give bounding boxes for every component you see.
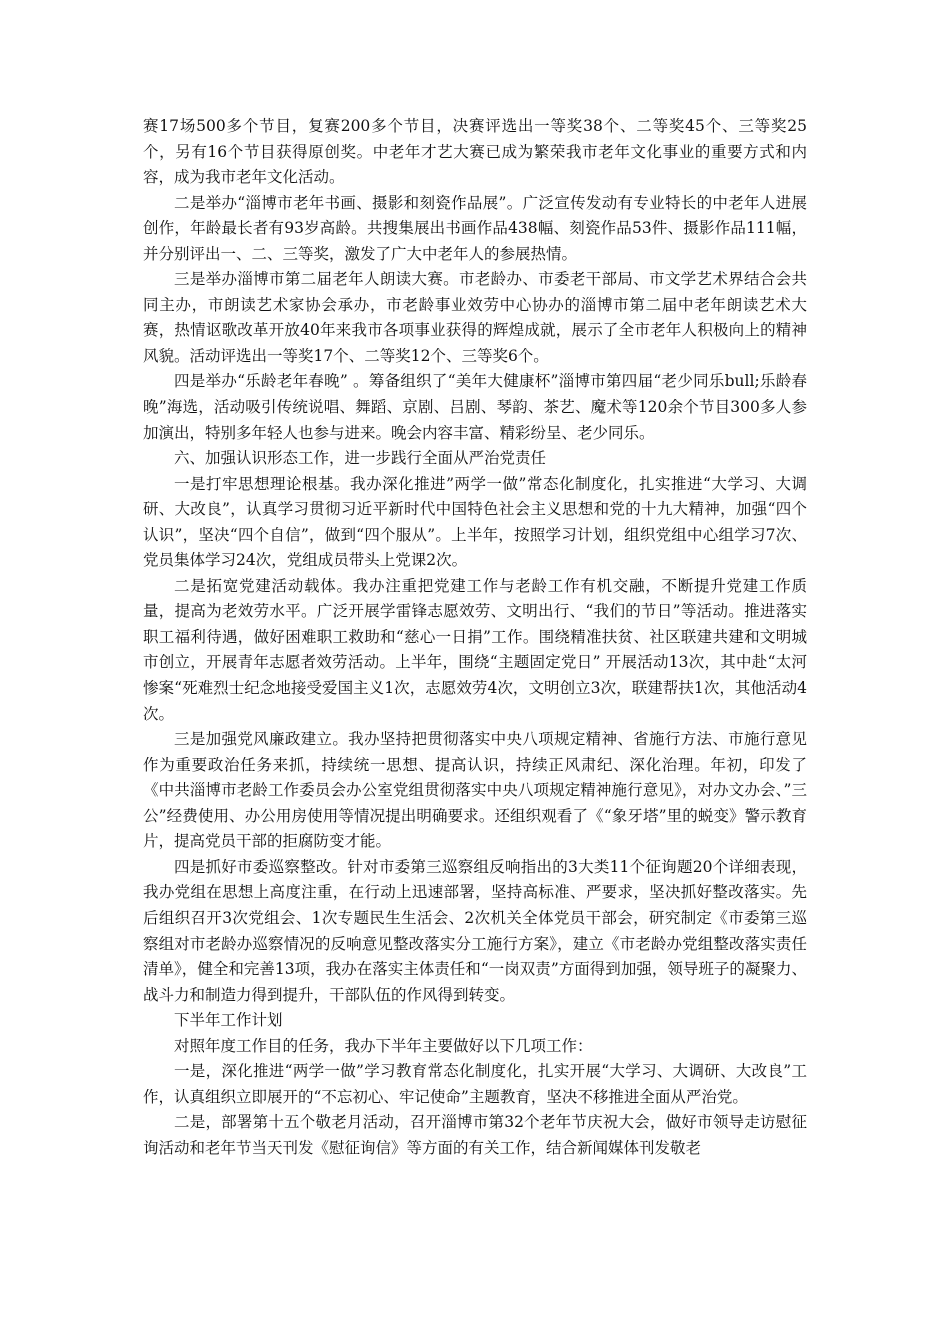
- paragraph: 三是举办淄博市第二届老年人朗读大赛。市老龄办、市委老干部局、市文学艺术界结合会共同主办，市朗读艺术家协会承办，市老龄事业效劳中心协办的淄博市第二届中老年朗读艺术大赛，热情讴歌改革开放40年来我市各项事业获得的辉煌成就，展示了全市老年人积极向上的精神风貌。活动评选出一等奖17个、二等奖12个、三等奖6个。: [143, 270, 807, 365]
- paragraph: 赛17场500多个节目，复赛200多个节目，决赛评选出一等奖38个、二等奖45个、三等奖25个，另有16个节目获得原创奖。中老年才艺大赛已成为繁荣我市老年文化事业的重要方式和内容，成为我市老年文化活动。: [143, 117, 807, 187]
- paragraph: 对照年度工作目的任务，我办下半年主要做好以下几项工作：: [174, 1036, 593, 1055]
- paragraph: 二是举办“淄博市老年书画、摄影和刻瓷作品展”。广泛宣传发动有专业特长的中老年人进展创作，年龄最长者有93岁高龄。共搜集展出书画作品438幅、刻瓷作品53件、摄影作品111幅，并分别评出一、二、三等奖，激发了广大中老年人的参展热情。: [143, 193, 807, 263]
- paragraph: 四是举办“乐龄老年春晚” 。筹备组织了“美年大健康杯”淄博市第四届“老少同乐bull;乐龄春晚”海选，活动吸引传统说唱、舞蹈、京剧、吕剧、琴韵、茶艺、魔术等120余个节目300多人参加演出，特别多年轻人也参与进来。晚会内容丰富、精彩纷呈、老少同乐。: [143, 372, 807, 442]
- paragraph: 四是抓好市委巡察整改。针对市委第三巡察组反响指出的3大类11个征询题20个详细表现，我办党组在思想上高度注重，在行动上迅速部署，坚持高标准、严要求，坚决抓好整改落实。先后组织召开3次党组会、1次专题民生生活会、2次机关全体党员干部会，研究制定《市委第三巡察组对市老龄办巡察情况的反响意见整改落实分工施行方案》，建立《市老龄办党组整改落实责任清单》，健全和完善13项，我办在落实主体责任和“一岗双责”方面得到加强，领导班子的凝聚力、战斗力和制造力得到提升，干部队伍的作风得到转变。: [143, 857, 807, 1004]
- paragraph: 三是加强党风廉政建立。我办坚持把贯彻落实中央八项规定精神、省施行方法、市施行意见作为重要政治任务来抓，持续统一思想、提高认识，持续正风肃纪、深化治理。年初，印发了《中共淄博市老龄工作委员会办公室党组贯彻落实中央八项规定精神施行意见》，对办文办会、”三公”经费使用、办公用房使用等情况提出明确要求。还组织观看了《“象牙塔”里的蜕变》警示教育片，提高党员干部的拒腐防变才能。: [143, 730, 807, 851]
- paragraph: 二是，部署第十五个敬老月活动，召开淄博市第32个老年节庆祝大会，做好市领导走访慰征询活动和老年节当天刊发《慰征询信》等方面的有关工作，结合新闻媒体刊发敬老: [143, 1113, 807, 1157]
- paragraph: 一是，深化推进“两学一做”学习教育常态化制度化，扎实开展“大学习、大调研、大改良”工作，认真组织立即展开的“不忘初心、牢记使命”主题教育，坚决不移推进全面从严治党。: [143, 1062, 807, 1106]
- section-heading: 下半年工作计划: [174, 1011, 283, 1030]
- document-body: [143, 114, 807, 1161]
- paragraph: 一是打牢思想理论根基。我办深化推进”两学一做”常态化制度化，扎实推进“大学习、大调研、大改良”，认真学习贯彻习近平新时代中国特色社会主义思想和党的十九大精神，加强“四个认识”，坚决“四个自信”，做到“四个服从”。上半年，按照学习计划，组织党组中心组学习7次、党员集体学习24次，党组成员带头上党课2次。: [143, 474, 807, 570]
- paragraph: 二是拓宽党建活动载体。我办注重把党建工作与老龄工作有机交融，不断提升党建工作质量，提高为老效劳水平。广泛开展学雷锋志愿效劳、文明出行、“我们的节日”等活动。推进落实职工福利待遇，做好困难职工救助和“慈心一日捐”工作。围绕精准扶贫、社区联建共建和文明城市创立，开展青年志愿者效劳活动。上半年，围绕“主题固定党日” 开展活动13次，其中赴“太河惨案“死难烈士纪念地接受爱国主义1次，志愿效劳4次，文明创立3次，联建帮扶1次，其他活动4次。: [143, 576, 807, 723]
- section-heading: 六、加强认识形态工作，进一步践行全面从严治党责任: [174, 449, 547, 468]
